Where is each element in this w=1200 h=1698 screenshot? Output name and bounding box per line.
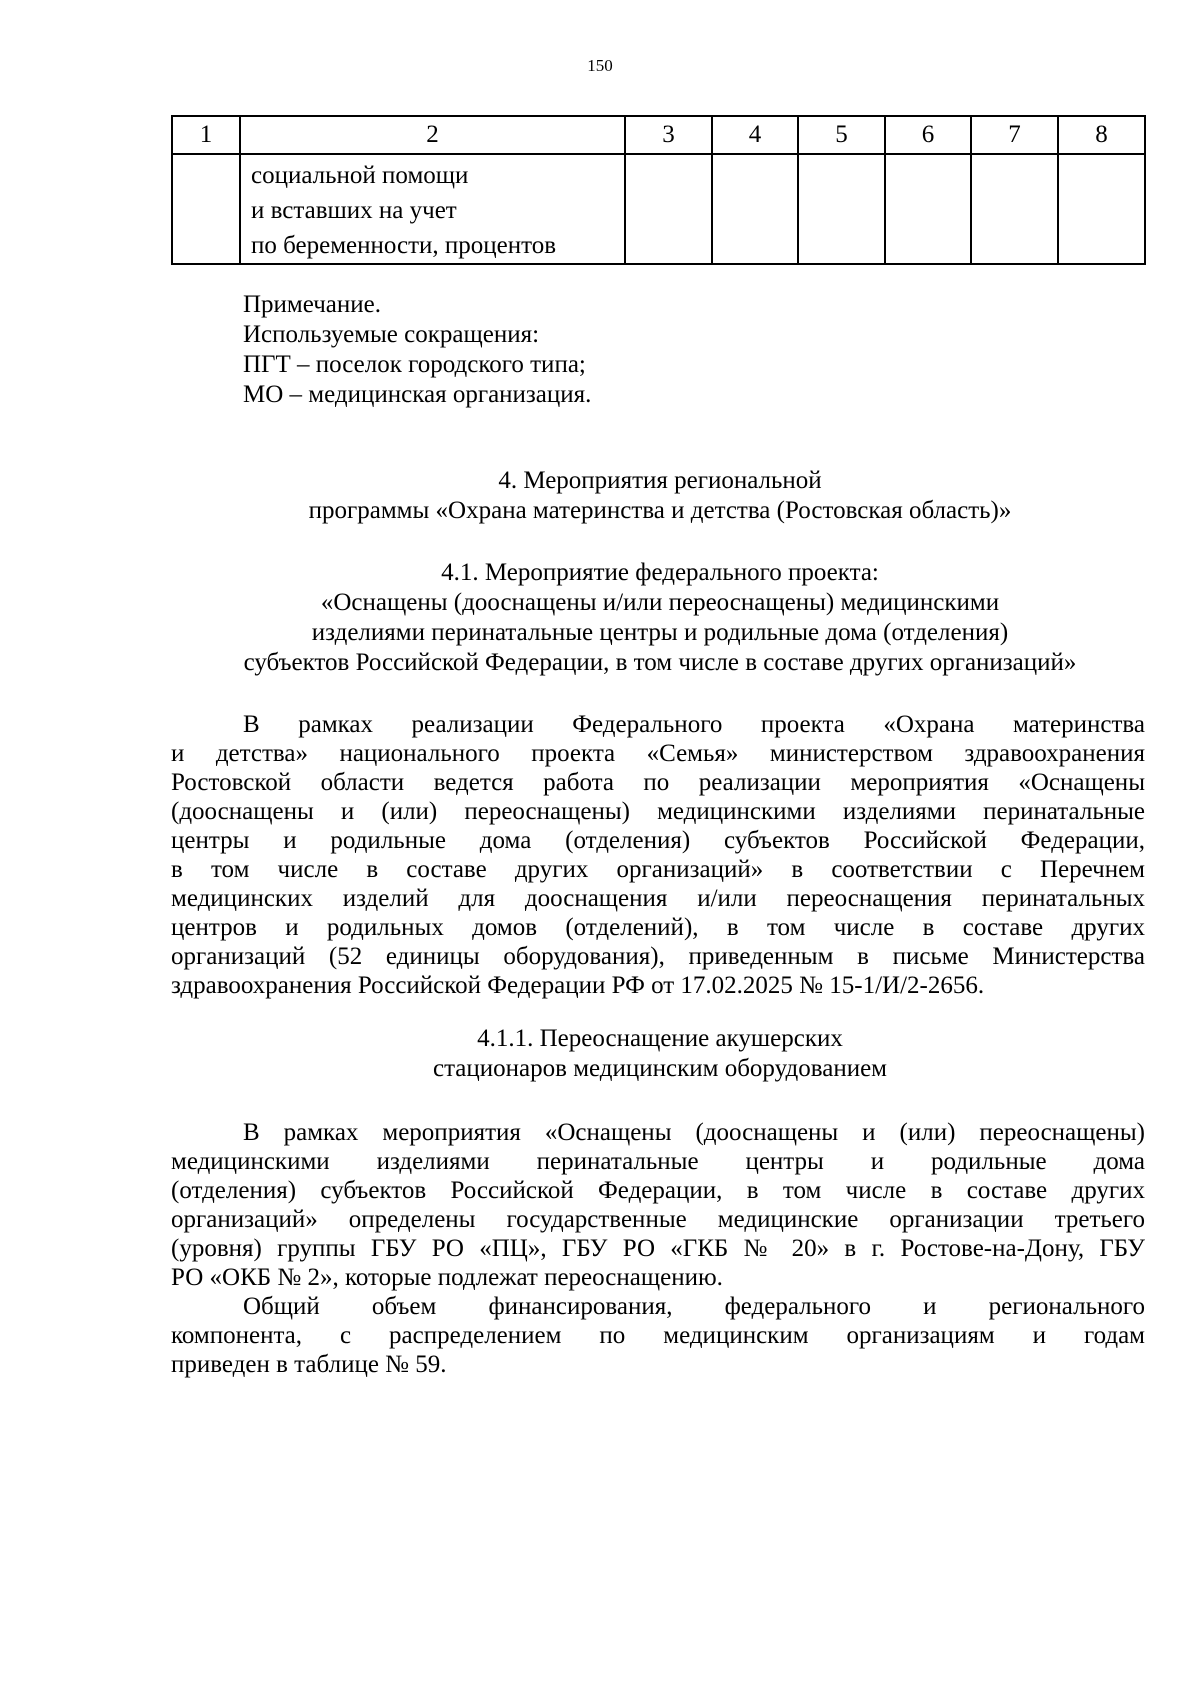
heading-line: субъектов Российской Федерации, в том числе в составе других организаций» (243, 649, 1077, 676)
paragraph-line: РО «ОКБ № 2», которые подлежат переоснащению. (171, 1264, 723, 1291)
paragraph-line: медицинских изделий для дооснащения и/или переоснащения перинатальных (171, 885, 1145, 912)
table-header-cell: 2 (240, 116, 625, 154)
table-cell (885, 154, 971, 264)
table-cell (712, 154, 798, 264)
heading-line: стационаров медицинским оборудованием (432, 1055, 887, 1082)
paragraph-line: и детства» национального проекта «Семья» министерством здравоохранения (171, 740, 1145, 767)
paragraph-line: центров и родильных домов (отделений), в том числе в составе других (171, 914, 1145, 941)
paragraph-line: (уровня) группы ГБУ РО «ПЦ», ГБУ РО «ГКБ № 20» в г. Ростове-на-Дону, ГБУ (171, 1235, 1145, 1262)
paragraph-line: организаций (52 единицы оборудования), приведенным в письме Министерства (171, 943, 1145, 970)
table-header-cell: 7 (971, 116, 1058, 154)
paragraph-line: центры и родильные дома (отделения) субъектов Российской Федерации, (171, 827, 1145, 854)
paragraph-line: (дооснащены и (или) переоснащены) медицинскими изделиями перинатальные (171, 798, 1145, 825)
section-4-1-1-heading (150, 1024, 1170, 1084)
paragraph-line: медицинскими изделиями перинатальные центры и родильные дома (171, 1148, 1145, 1175)
note-line: ПГТ – поселок городского типа; (243, 351, 586, 378)
table-cell (971, 154, 1058, 264)
table-cell-indicator (240, 154, 625, 264)
paragraph-line: Общий объем финансирования, федерального и регионального (243, 1293, 1145, 1320)
heading-line: 4. Мероприятия региональной (498, 467, 822, 494)
section-4-1-1-paragraph-2 (171, 1292, 1145, 1379)
paragraph-line: В рамках мероприятия «Оснащены (дооснащены и (или) переоснащены) (243, 1119, 1145, 1146)
section-4-1-heading (150, 558, 1170, 678)
cell-text-line: по беременности, процентов (251, 232, 557, 259)
paragraph-line: Ростовской области ведется работа по реализации мероприятия «Оснащены (171, 769, 1145, 796)
table-cell (625, 154, 712, 264)
paragraph-line: компонента, с распределением по медицинским организациям и годам (171, 1322, 1145, 1349)
section-4-heading (150, 466, 1170, 526)
table-header-cell: 6 (885, 116, 971, 154)
paragraph-line: приведен в таблице № 59. (171, 1351, 447, 1378)
page-number: 150 (587, 56, 613, 75)
heading-line: 4.1.1. Переоснащение акушерских (477, 1025, 843, 1052)
paragraph-line: организаций» определены государственные медицинские организации третьего (171, 1206, 1145, 1233)
paragraph-line: В рамках реализации Федерального проекта «Охрана материнства (243, 711, 1145, 738)
note-title: Примечание. (243, 291, 382, 318)
heading-line: 4.1. Мероприятие федерального проекта: (441, 559, 879, 586)
section-4-1-1-paragraph-1 (171, 1118, 1145, 1292)
note-line: МО – медицинская организация. (243, 381, 592, 408)
cell-text-line: и вставших на учет (251, 197, 457, 224)
continuation-table (171, 115, 1146, 265)
table-header-cell: 4 (712, 116, 798, 154)
paragraph-line: в том числе в составе других организаций» в соответствии с Перечнем (171, 856, 1145, 883)
paragraph-line: (отделения) субъектов Российской Федерации, в том числе в составе других (171, 1177, 1145, 1204)
table-cell (1058, 154, 1145, 264)
table-header-cell: 1 (172, 116, 240, 154)
heading-line: «Оснащены (дооснащены и/или переоснащены) медицинскими (320, 589, 1000, 616)
table-cell (798, 154, 885, 264)
table-header-cell: 3 (625, 116, 712, 154)
table-header-cell: 5 (798, 116, 885, 154)
table-cell (172, 154, 240, 264)
table-row (172, 154, 1145, 264)
table-header-cell: 8 (1058, 116, 1145, 154)
cell-text-line: социальной помощи (251, 162, 469, 189)
section-4-1-paragraph (171, 710, 1145, 1000)
paragraph-line: здравоохранения Российской Федерации РФ от 17.02.2025 № 15-1/И/2-2656. (171, 972, 985, 999)
note-line: Используемые сокращения: (243, 321, 540, 348)
heading-line: изделиями перинатальные центры и родильные дома (отделения) (311, 619, 1009, 646)
heading-line: программы «Охрана материнства и детства (Ростовская область)» (308, 497, 1012, 524)
table-header-row (172, 116, 1145, 154)
note-block (243, 290, 591, 410)
